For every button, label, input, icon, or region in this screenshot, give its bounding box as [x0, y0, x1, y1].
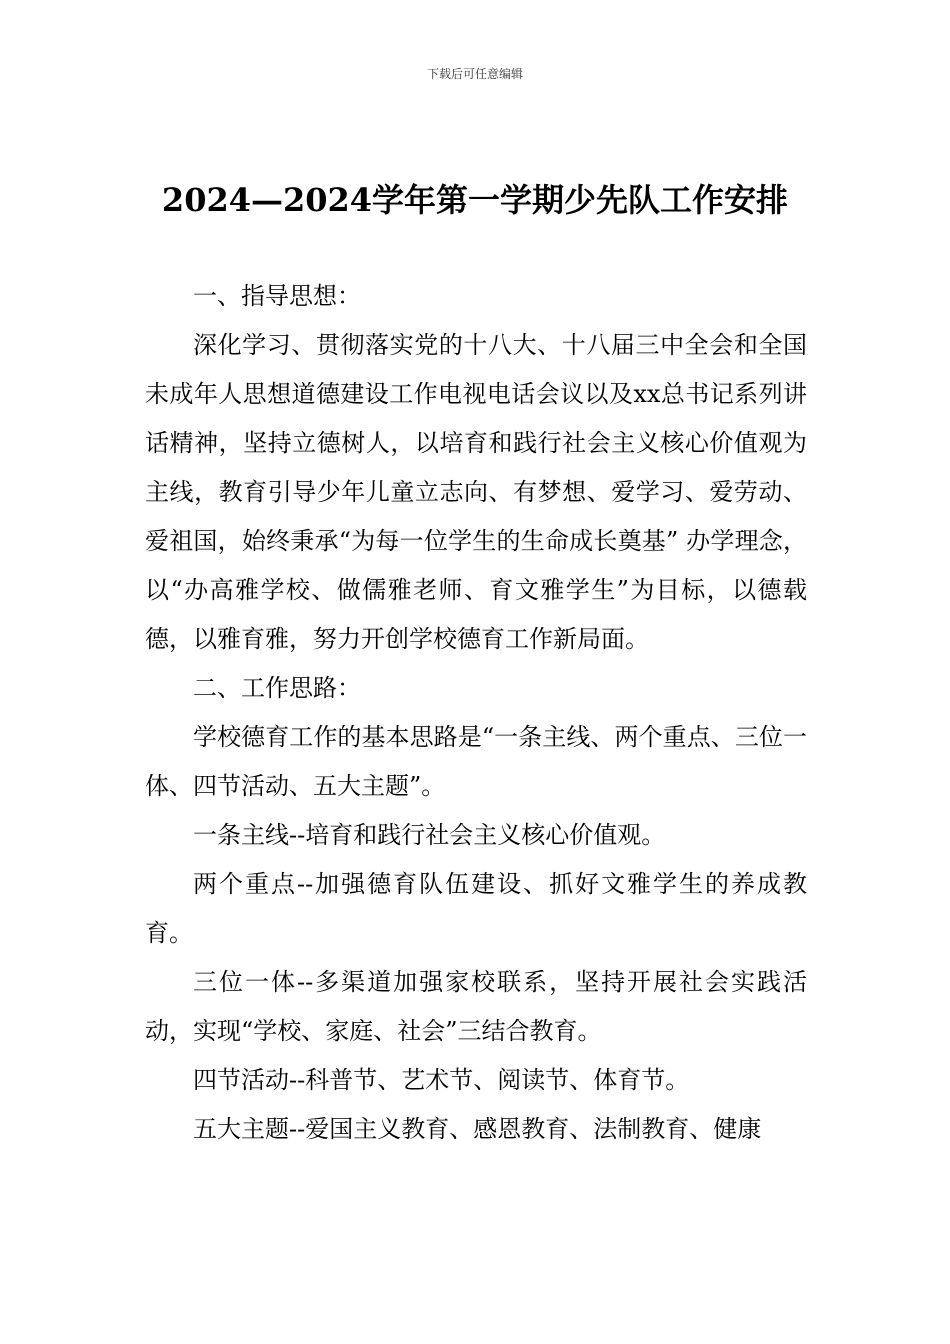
document-body [145, 272, 807, 1154]
paragraph-guiding-ideology: 深化学习、贯彻落实党的十八大、十八届三中全会和全国未成年人思想道德建设工作电视电话会议以及xx总书记系列讲话精神，坚持立德树人，以培育和践行社会主义核心价值观为主线，教育引导少年儿童立志向、有梦想、爱学习、爱劳动、爱祖国，始终秉承“为每一位学生的生命成长奠基” 办学理念，以“办高雅学校、做儒雅老师、育文雅学生”为目标，以德载德，以雅育雅，努力开创学校德育工作新局面。 [145, 331, 807, 653]
paragraph-work-approach: 学校德育工作的基本思路是“一条主线、两个重点、三位一体、四节活动、五大主题”。 [145, 723, 807, 800]
paragraph-five-themes: 五大主题--爱国主义教育、感恩教育、法制教育、健康 [193, 1115, 762, 1143]
section-heading-work-approach: 二、工作思路： [193, 674, 361, 702]
paragraph-one-main-line: 一条主线--培育和践行社会主义核心价值观。 [193, 821, 666, 849]
paragraph-two-focuses: 两个重点--加强德育队伍建设、抓好文雅学生的养成教育。 [145, 870, 807, 947]
document-title: 2024—2024学年第一学期少先队工作安排 [161, 181, 789, 219]
paragraph-four-festivals: 四节活动--科普节、艺术节、阅读节、体育节。 [193, 1066, 690, 1094]
header-note: 下载后可任意编辑 [426, 67, 523, 81]
section-heading-guiding-ideology: 一、指导思想： [193, 282, 361, 310]
paragraph-three-in-one: 三位一体--多渠道加强家校联系，坚持开展社会实践活动，实现“学校、家庭、社会”三结合教育。 [145, 968, 807, 1045]
